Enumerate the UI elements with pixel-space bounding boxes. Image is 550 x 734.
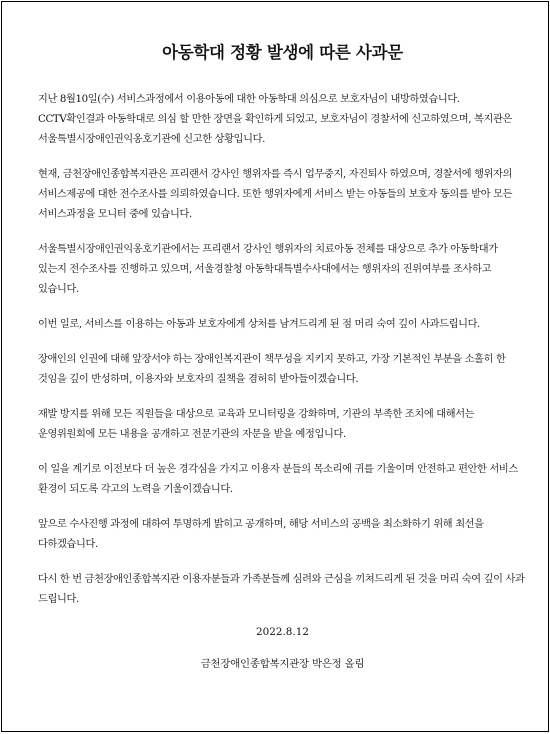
paragraph-transparency: 앞으로 수사진행 과정에 대하여 투명하게 밝히고 공개하며, 해당 서비스의 공백을 최소화하기 위해 최선을 다하겠습니다. xyxy=(38,519,484,550)
paragraph-incident-report: 지난 8월10일(수) 서비스과정에서 이용아동에 대한 아동학대 의심으로 보호자님이 내방하였습니다. CCTV확인결과 아동학대로 의심 할 만한 장면을 확인하게 되었고, 보호자님이 경찰서에 신고하였으며, 복지관은 서울특별시장애인권익옹호기관에 신고한 상황입니다. xyxy=(38,94,513,145)
document-date: 2022.8.12 xyxy=(256,626,309,638)
paragraph-reflection: 장애인의 인권에 대해 앞장서야 하는 장애인복지관이 책무성을 지키지 못하고, 가장 기본적인 부분을 소홀히 한 것임을 깊이 반성하며, 이용자와 보호자의 질책을 겸허히 받아들이겠습니다. xyxy=(38,354,506,385)
apology-letter-page xyxy=(1,1,549,732)
paragraph-prevention: 재발 방지를 위해 모든 직원들을 대상으로 교육과 모니터링을 강화하며, 기관의 부족한 조치에 대해서는 운영위원회에 모든 내용을 공개하고 전문기관의 자문을 받을 예정입니다. xyxy=(38,409,475,440)
paragraph-investigation: 서울특별시장애인권익옹호기관에서는 프리랜서 강사인 행위자의 치료아동 전체를 대상으로 추가 아동학대가 있는지 전수조사를 진행하고 있으며, 서울경찰청 아동학대특별수사대에서는 행위자의 진위여부를 조사하고 있습니다. xyxy=(38,244,498,295)
paragraph-closing-apology: 다시 한 번 금천장애인종합복지관 이용자분들과 가족분들께 심려와 근심을 끼쳐드리게 된 것을 머리 숙여 깊이 사과 드립니다. xyxy=(38,574,525,605)
paragraph-current-actions: 현재, 금천장애인종합복지관은 프리랜서 강사인 행위자를 즉시 업무중지, 자진퇴사 하였으며, 경찰서에 행위자의 서비스제공에 대한 전수조사를 의뢰하였습니다. 또한 행위자에게 서비스 받는 아동들의 보호자 동의를 받아 모든 서비스과정을 모니터 중에 있습니다. xyxy=(38,169,513,220)
paragraph-apology: 이번 일로, 서비스를 이용하는 아동과 보호자에게 상처를 남겨드리게 된 점 머리 숙여 깊이 사과드립니다. xyxy=(38,319,480,330)
document-signature: 금천장애인종합복지관장 박은정 올림 xyxy=(200,658,365,670)
document-title: 아동학대 정황 발생에 따른 사과문 xyxy=(162,43,403,62)
paragraph-commitment: 이 일을 계기로 이전보다 더 높은 경각심을 가지고 이용자 분들의 목소리에 귀를 기울이며 안전하고 편안한 서비스 환경이 되도록 각고의 노력을 기울이겠습니다. xyxy=(38,464,518,495)
